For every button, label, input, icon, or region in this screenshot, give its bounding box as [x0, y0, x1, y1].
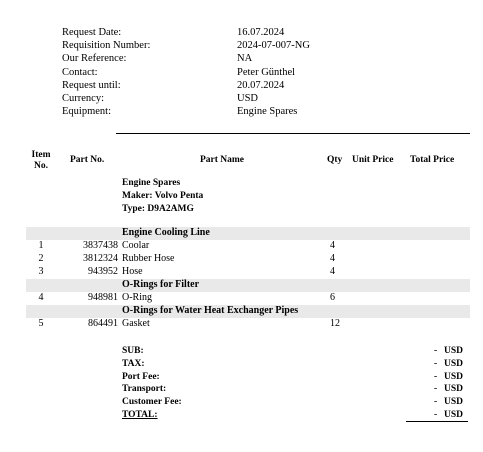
part-name: O-Ring	[122, 292, 152, 303]
total-value: -	[434, 384, 438, 395]
total-row-transport	[122, 383, 468, 396]
total-value: -	[434, 358, 438, 369]
part-name: Gasket	[122, 318, 150, 329]
part-no: 864491	[88, 318, 118, 329]
qty: 4	[330, 266, 335, 277]
col-header-unit-price: Unit Price	[352, 155, 394, 165]
col-header-total-price: Total Price	[410, 155, 455, 165]
col-header-part-no: Part No.	[70, 155, 105, 165]
part-name: Hose	[122, 266, 143, 277]
total-value: -	[434, 397, 438, 408]
section-title: O-Rings for Water Heat Exchanger Pipes	[122, 305, 299, 316]
total-currency: USD	[444, 371, 464, 382]
total-currency: USD	[444, 358, 464, 369]
section-title: Engine Cooling Line	[122, 227, 210, 238]
total-label: Port Fee:	[122, 371, 160, 382]
item-no: 5	[38, 318, 44, 329]
grand-total-underline	[406, 421, 468, 422]
item-no: 3	[38, 266, 44, 277]
table-row	[26, 266, 470, 279]
equipment-name: Engine Spares	[122, 178, 181, 188]
qty: 6	[330, 292, 335, 303]
total-row-tax	[122, 358, 468, 371]
table-row	[26, 253, 470, 266]
part-no: 948981	[88, 292, 118, 303]
table-row	[26, 292, 470, 305]
part-name: Rubber Hose	[122, 253, 175, 264]
equipment-block	[122, 177, 203, 216]
grand-total-value: -	[434, 409, 438, 420]
part-no: 943952	[88, 266, 118, 277]
col-header-item-no: Item No.	[31, 150, 51, 171]
table-row	[26, 318, 470, 331]
grand-total-currency: USD	[444, 409, 464, 420]
total-currency: USD	[444, 346, 464, 356]
total-value: -	[434, 371, 438, 382]
part-no: 3837438	[83, 240, 118, 251]
item-no: 2	[38, 253, 44, 264]
qty: 4	[330, 253, 335, 264]
section-title: O-Rings for Filter	[122, 279, 200, 290]
total-currency: USD	[444, 397, 464, 408]
totals-block	[122, 345, 468, 422]
total-label: SUB:	[122, 346, 144, 356]
qty: 12	[330, 318, 340, 329]
part-name: Coolar	[122, 240, 150, 251]
grand-total-label: TOTAL:	[122, 409, 158, 420]
total-label: TAX:	[122, 358, 145, 369]
section-row	[26, 227, 470, 240]
total-value: -	[434, 346, 438, 356]
col-header-qty: Qty	[327, 155, 343, 165]
total-row-port-fee	[122, 371, 468, 384]
equipment-maker: Maker: Volvo Penta	[122, 191, 204, 201]
total-row-grand-total	[122, 409, 468, 422]
col-header-part-name: Part Name	[199, 155, 245, 165]
total-currency: USD	[444, 384, 464, 395]
item-no: 4	[38, 292, 44, 303]
total-row-customer-fee	[122, 396, 468, 409]
total-row-sub	[122, 345, 468, 358]
table-row	[26, 240, 470, 253]
equipment-type: Type: D9A2AMG	[122, 204, 194, 214]
total-label: Customer Fee:	[122, 397, 182, 408]
section-row	[26, 305, 470, 318]
total-label: Transport:	[122, 384, 167, 395]
part-no: 3812324	[83, 253, 118, 264]
section-row	[26, 279, 470, 292]
item-no: 1	[38, 240, 44, 251]
qty: 4	[330, 240, 335, 251]
header-divider	[116, 133, 470, 134]
